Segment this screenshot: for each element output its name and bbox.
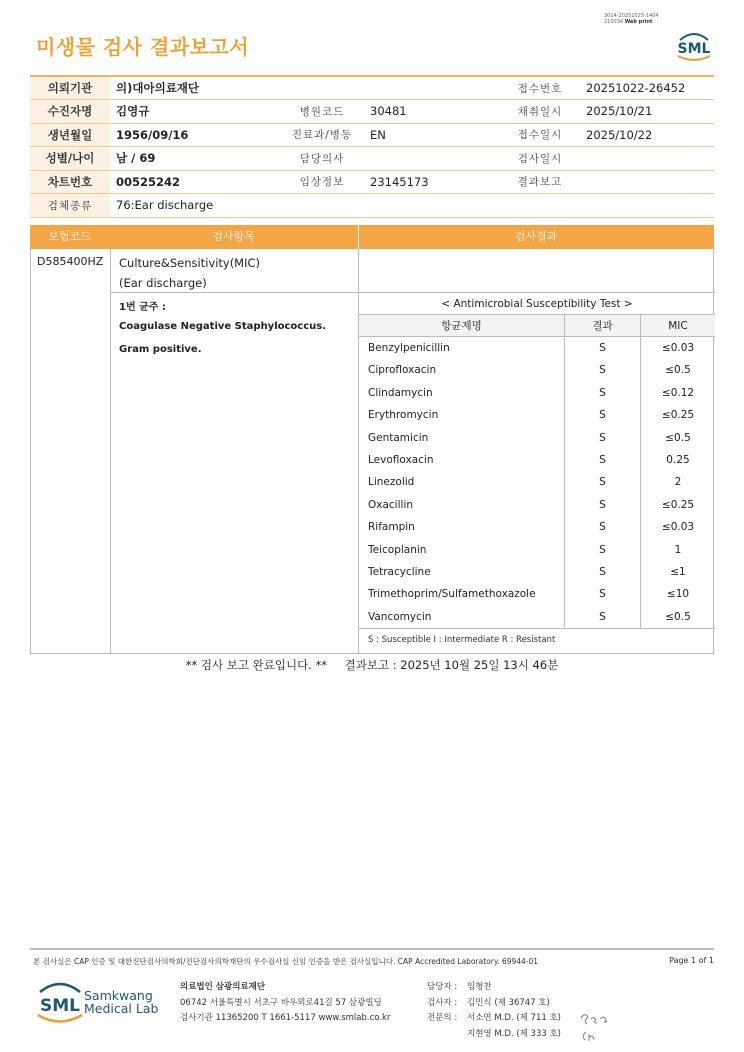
ast-row xyxy=(359,337,715,359)
report-time-text: 결과보고 : 2025년 10월 25일 13시 46분 xyxy=(344,658,559,672)
info-value: 23145173 xyxy=(364,170,500,194)
result-table-header xyxy=(30,225,714,249)
test-name-line: (Ear discharge) xyxy=(119,276,207,290)
col-result: 결과 xyxy=(564,315,640,336)
report-code-part: 210034 xyxy=(604,19,624,25)
org-address: 06742 서울특별시 서초구 바우뫼로41길 57 삼광빌딩 xyxy=(180,997,382,1008)
header-insurance-code: 보험코드 xyxy=(48,230,91,243)
staff-row xyxy=(427,996,561,1012)
col-mic: MIC xyxy=(640,315,715,336)
ast-table xyxy=(359,293,715,652)
info-label: 담당의사 xyxy=(280,147,364,171)
logo-line: Medical Lab xyxy=(84,1001,159,1016)
drug-mic: 2 xyxy=(640,471,715,493)
drug-name: Oxacillin xyxy=(368,498,414,511)
drug-result: S xyxy=(564,606,640,628)
staff-name: 김민식 (제 36747 호) xyxy=(467,997,550,1008)
drug-result: S xyxy=(564,449,640,471)
drug-name: Levofloxacin xyxy=(368,453,434,466)
info-label: 검사일시 xyxy=(500,147,580,171)
info-label: 임상정보 xyxy=(280,170,364,194)
ast-rows xyxy=(359,337,715,628)
sml-logo-text: SML xyxy=(677,41,711,57)
info-value: 76:Ear discharge xyxy=(110,194,714,218)
accreditation-note: 본 검사실은 CAP 인증 및 대한진단검사의학회/진단검사의학재단의 우수검사실 신임 인증을 받은 검사실입니다. CAP Accredited Laboratory. 69944-01 xyxy=(33,957,539,966)
divider xyxy=(358,225,359,249)
info-label: 접수일시 xyxy=(500,123,580,147)
staff-name: 임형찬 xyxy=(467,982,492,992)
info-value: 남 / 69 xyxy=(110,147,280,171)
info-label: 성별/나이 xyxy=(30,147,110,171)
ast-title: < Antimicrobial Susceptibility Test > xyxy=(359,293,715,315)
drug-name: Erythromycin xyxy=(368,409,439,422)
info-label: 차트번호 xyxy=(30,170,110,194)
staff-name: 서소연 M.D. (제 711 호) xyxy=(467,1013,562,1023)
staff-role: 담당자 : xyxy=(427,982,458,992)
info-row xyxy=(30,123,714,147)
report-code-line: 3014-20251025-1404 xyxy=(604,13,659,19)
ast-row xyxy=(359,539,715,561)
ast-row xyxy=(359,382,715,404)
drug-name: Tetracycline xyxy=(368,565,431,578)
drug-name: Trimethoprim/Sulfamethoxazole xyxy=(368,588,536,601)
report-complete-text: ** 검사 보고 완료입니다. ** xyxy=(185,658,327,672)
info-label: 생년월일 xyxy=(30,123,110,147)
info-label: 채취일시 xyxy=(500,100,580,124)
organism-name: Coagulase Negative Staphylococcus. xyxy=(119,321,327,332)
ast-row xyxy=(359,449,715,471)
drug-mic: ≤0.03 xyxy=(640,516,715,538)
page-number: Page 1 of 1 xyxy=(669,956,714,965)
report-code xyxy=(604,13,659,25)
organism-label: 1번 균주 : xyxy=(119,302,166,313)
ast-row xyxy=(359,471,715,493)
drug-name: Gentamicin xyxy=(368,431,429,444)
test-name-line: Culture&Sensitivity(MIC) xyxy=(119,256,261,270)
info-label: 진료과/병동 xyxy=(280,123,364,147)
info-value: 20251022-26452 xyxy=(580,76,714,100)
insurance-code: D585400HZ xyxy=(37,255,104,268)
drug-name: Vancomycin xyxy=(368,610,432,623)
info-row xyxy=(30,194,714,218)
info-row xyxy=(30,100,714,124)
drug-result: S xyxy=(564,494,640,516)
drug-name: Clindamycin xyxy=(368,386,433,399)
org-info xyxy=(180,980,390,1027)
svg-text:SML: SML xyxy=(40,996,80,1016)
patient-info-table xyxy=(30,75,714,218)
drug-result: S xyxy=(564,404,640,426)
staff-role xyxy=(427,1027,467,1043)
drug-mic: ≤0.5 xyxy=(640,606,715,628)
drug-name: Teicoplanin xyxy=(368,543,427,556)
drug-result: S xyxy=(564,427,640,449)
info-value xyxy=(364,147,500,171)
info-value xyxy=(580,170,714,194)
drug-mic: ≤1 xyxy=(640,561,715,583)
info-value: 2025/10/21 xyxy=(580,100,714,124)
info-row xyxy=(30,170,714,194)
drug-name: Linezolid xyxy=(368,476,415,489)
ast-row xyxy=(359,494,715,516)
drug-mic: ≤0.12 xyxy=(640,382,715,404)
drug-mic: ≤10 xyxy=(640,583,715,605)
drug-name: Ciprofloxacin xyxy=(368,364,437,377)
info-label: 병원코드 xyxy=(280,100,364,124)
ast-row xyxy=(359,583,715,605)
staff-role: 검사자 : xyxy=(427,997,458,1008)
ast-row xyxy=(359,359,715,381)
col-drug: 항균제명 xyxy=(441,320,482,332)
ast-row xyxy=(359,606,715,628)
drug-mic: ≤0.25 xyxy=(640,494,715,516)
test-name xyxy=(119,253,260,293)
info-label: 검체종류 xyxy=(30,194,110,218)
info-value: 김영규 xyxy=(110,100,280,124)
ast-row xyxy=(359,561,715,583)
ast-row xyxy=(359,427,715,449)
staff-row xyxy=(427,980,561,996)
info-label: 결과보고 xyxy=(500,170,580,194)
staff-row xyxy=(427,1011,561,1027)
drug-mic: 0.25 xyxy=(640,449,715,471)
footer-divider xyxy=(30,948,714,950)
drug-result: S xyxy=(564,471,640,493)
drug-result: S xyxy=(564,337,640,359)
staff-name: 지현영 M.D. (제 333 호) xyxy=(467,1028,562,1039)
logo-line: Samkwang xyxy=(84,988,153,1003)
ast-legend: S : Susceptible I : Intermediate R : Resistant xyxy=(359,628,715,652)
drug-result: S xyxy=(564,539,640,561)
ast-header-row xyxy=(359,315,715,337)
staff-role: 전문의 : xyxy=(427,1013,458,1023)
drug-result: S xyxy=(564,583,640,605)
sml-logo xyxy=(672,26,716,64)
drug-result: S xyxy=(564,359,640,381)
completion-line xyxy=(0,657,744,673)
drug-mic: 1 xyxy=(640,539,715,561)
drug-name: Benzylpenicillin xyxy=(368,342,450,354)
drug-mic: ≤0.25 xyxy=(640,404,715,426)
info-label: 수진자명 xyxy=(30,100,110,124)
ast-row xyxy=(359,516,715,538)
signature xyxy=(577,1008,613,1042)
info-value: 30481 xyxy=(364,100,500,124)
info-value: 1956/09/16 xyxy=(110,123,280,147)
org-contact: 검사기관 11365200 T 1661-5117 www.smlab.co.kr xyxy=(180,1013,391,1023)
drug-mic: ≤0.5 xyxy=(640,359,715,381)
samkwang-logo-text xyxy=(84,989,158,1015)
organism-gram: Gram positive. xyxy=(119,344,202,355)
divider xyxy=(110,249,111,653)
info-value xyxy=(580,147,714,171)
info-value: EN xyxy=(364,123,500,147)
info-value: 의)대아의료재단 xyxy=(110,76,500,100)
drug-result: S xyxy=(564,561,640,583)
drug-result: S xyxy=(564,516,640,538)
report-title: 미생물 검사 결과보고서 xyxy=(36,35,250,59)
info-value: 2025/10/22 xyxy=(580,123,714,147)
info-row xyxy=(30,147,714,171)
drug-name: Rifampin xyxy=(368,521,415,534)
drug-mic: ≤0.5 xyxy=(640,427,715,449)
drug-mic: ≤0.03 xyxy=(640,337,715,359)
info-row xyxy=(30,76,714,100)
drug-result: S xyxy=(564,382,640,404)
org-name: 의료법인 삼광의료재단 xyxy=(180,982,266,992)
header-test-result: 검사결과 xyxy=(514,230,558,243)
result-table xyxy=(30,249,714,654)
web-print-label: Web print xyxy=(624,19,653,25)
ast-row xyxy=(359,404,715,426)
staff-row xyxy=(427,1027,561,1043)
info-label: 의뢰기관 xyxy=(30,76,110,100)
staff-list xyxy=(427,980,561,1042)
report-code-line xyxy=(604,19,659,25)
info-value: 00525242 xyxy=(110,170,280,194)
info-label: 접수번호 xyxy=(500,76,580,100)
header-test-item: 검사항목 xyxy=(212,230,255,243)
